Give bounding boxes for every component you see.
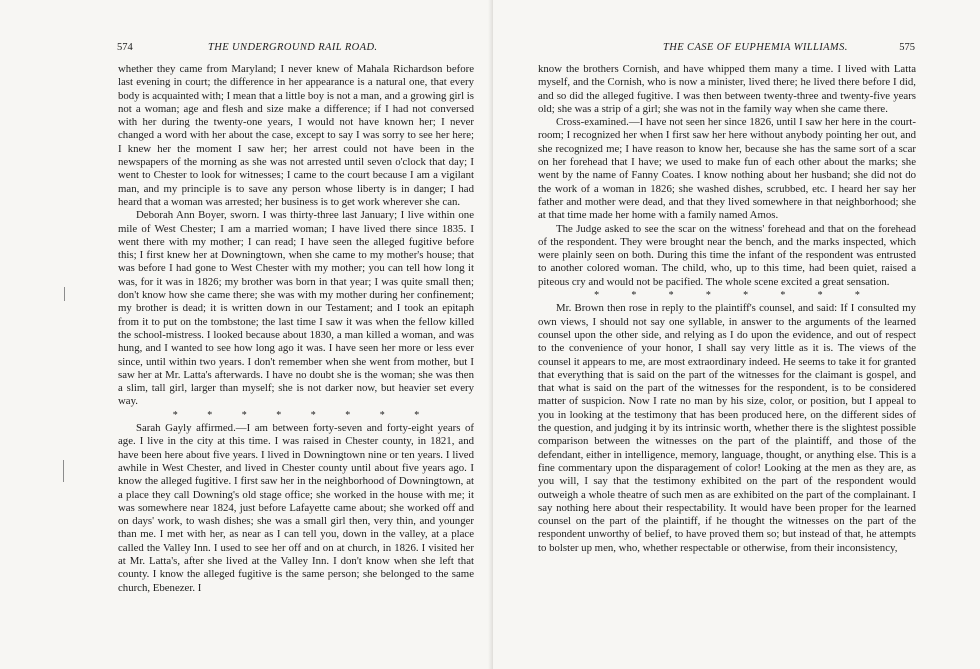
right-paragraph-scar-inspection: The Judge asked to see the scar on the witness' forehead and that on the forehead of the respondent. They were brought near the bench, and the marks inspected, which were plainly seen on both. During this time the infant of the respondent was entrusted to another colored woman. The child, who, up to this time, had been quiet, raised a piteous cry and would not be pacified. The whole scene excited a great sensation. bbox=[538, 222, 916, 288]
separator-star: * bbox=[207, 409, 213, 421]
separator-star: * bbox=[414, 409, 420, 421]
margin-pencil-mark bbox=[64, 287, 65, 301]
separator-star: * bbox=[705, 290, 711, 302]
left-running-title: THE UNDERGROUND RAIL ROAD. bbox=[208, 42, 378, 53]
margin-pencil-mark bbox=[63, 460, 64, 482]
separator-star: * bbox=[817, 290, 823, 302]
separator-star: * bbox=[780, 290, 786, 302]
left-page-number: 574 bbox=[117, 42, 133, 53]
left-paragraph-boyer-testimony: Deborah Ann Boyer, sworn. I was thirty-three last January; I live within one mile of West Chester; I am a married woman; I have lived there since 1835. I went there with my mother; I can read; I have seen the alleged fugitive before this; I first knew her at Downingtown, when she came to my mother's house; that was before I had gone to West Chester with my mother; you can tell how long it was, for it was in 1826; my brother was born in that year; I was quite small then; don't know how she came there; she was with my mother during her confinement; my brother is dead; it is written down in our Testament; and I took an epitaph from it to put on the tombstone; the last time I saw it was when the fellow killed the school-mistress. I looked because about 1830, a man killed a woman, and was hung, and I wanted to see how long ago it was. I have seen her more or less ever since, until within two years. I don't remember when she went from mother, but I saw her at Mr. Latta's afterwards. I have no doubt she is the woman; she was then a slim, tall girl, larger than myself; she is not darker now, but heavier set every way. bbox=[118, 209, 474, 408]
separator-star: * bbox=[241, 409, 247, 421]
right-paragraph-brown-reply: Mr. Brown then rose in reply to the plaintiff's counsel, and said: If I consulted my own views, I should not say one syllable, in answer to the arguments of the learned counsel upon the other side, and relying as I do upon the evidence, and out of respect to the convenience of your honor, I shall say very little as it is. The views of the counsel it appears to me, are most extraordinary indeed. He seems to take it for granted that everything that is said on the part of the witnesses for the claimant is gospel, and that what is said on the part of the witnesses for the respondent, is to be considered matter of suspicion. Now I rate no man by his size, color, or position, but I appeal to you in looking at the testimony that has been produced here, on the different sides of the question, and judging it by its intrinsic worth, whether there is the slightest possible comparison between the witnesses on the part of the plaintiff, and those of the defendant, either in intelligence, memory, language, thought, or anything else. This is a fine commentary upon the disparagement of color! Looking at the men as they are, as you will, I say that the testimony exhibited on the part of the respondent would outweigh a whole theatre of such men as are exhibited on the part of the complainant. I say nothing here about their respectability. It would have been proper for the learned counsel on the part of the plaintiff, if he thought the witnesses on the part of the respondent unworthy of belief, to have proved them so; but instead of that, he attempts to bolster up men, who, whether respectable or otherwise, from their inconsistency, bbox=[538, 302, 916, 554]
right-running-head bbox=[538, 41, 915, 55]
separator-star: * bbox=[310, 409, 316, 421]
left-running-head bbox=[117, 41, 473, 55]
separator-star: * bbox=[743, 290, 749, 302]
left-section-separator bbox=[118, 409, 474, 422]
separator-star: * bbox=[276, 409, 282, 421]
separator-star: * bbox=[172, 409, 178, 421]
separator-star: * bbox=[631, 290, 637, 302]
right-page-number: 575 bbox=[899, 42, 915, 53]
right-text-column bbox=[538, 63, 916, 555]
separator-star: * bbox=[594, 290, 600, 302]
right-running-title: THE CASE OF EUPHEMIA WILLIAMS. bbox=[663, 42, 848, 53]
right-section-separator bbox=[538, 289, 916, 302]
right-page bbox=[493, 0, 980, 669]
right-paragraph-continued: know the brothers Cornish, and have whipped them many a time. I lived with Latta myself, and the Cornish, who is now a minister, lived there; he lived there before I did, and so did the alleged fugitive. I was then between twenty-three and twenty-five years old; she was a strip of a girl; she was not in the family way when she came there. bbox=[538, 63, 916, 115]
left-text-column bbox=[118, 63, 474, 595]
separator-star: * bbox=[668, 290, 674, 302]
separator-star: * bbox=[345, 409, 351, 421]
separator-star: * bbox=[379, 409, 385, 421]
left-paragraph-continued: whether they came from Maryland; I never knew of Mahala Richardson before last evening in court; the difference in her appearance is a natural one, that every body is acquainted with; I mean that a little boy is not a man, and a growing girl is not a woman; age and flesh and size make a difference; if I had not conversed with her during the twenty-one years, I would not have known her; I never changed a word with her about the case, except to say I was sorry to see her here; I knew her the moment I saw her; her arrest could not have been in the newspapers of the morning as she was not arrested until seven o'clock that day; I went to Chester to look for witnesses; I came to the court because I am a vigilant man, and my principle is to save any person whose liberty is in danger; I had heard that a woman was arrested; her business is to get work wherever she can. bbox=[118, 63, 474, 208]
right-paragraph-cross-examination: Cross-examined.—I have not seen her since 1826, until I saw her here in the court-room; I recognized her when I first saw her here without anybody pointing her out, and she recognized me; I have reason to know her, because she has the same sort of a scar on her forehead that I have; we used to make fun of each other about the marks; she went by the name of Fanny Coates. I know nothing about her husband; she did not do the work of a woman in 1826; she washed dishes, scrubbed, etc. I heard her say her father and mother were dead, and that they lived somewhere in that neighborhood; she at that time made her home with a family named Amos. bbox=[538, 116, 916, 222]
left-paragraph-gayly-testimony: Sarah Gayly affirmed.—I am between forty-seven and forty-eight years of age. I live in the city at this time. I was raised in Chester county, in 1821, and have been here about five years. I lived in Downingtown nine or ten years. I lived awhile in West Chester, and lived in Chester county until about five years ago. I know the alleged fugitive. I first saw her in the neighborhood of Downingtown, at a place they call Downing's old stage office; she worked in the house with me; it was somewhere near 1824, just before Lafayette came about; she worked off and on days' work, to wash dishes; she was a small girl then, very thin, and younger than me. I met with her, as near as I can tell you, down in the valley, at a place called the Valley Inn. I used to see her off and on at church, in 1826. I visited her at Mr. Latta's, after she lived at the Valley Inn. I don't know when she left that county. I know the alleged fugitive is the same person; she belonged to the same church, Ebenezer. I bbox=[118, 422, 474, 594]
separator-star: * bbox=[854, 290, 860, 302]
